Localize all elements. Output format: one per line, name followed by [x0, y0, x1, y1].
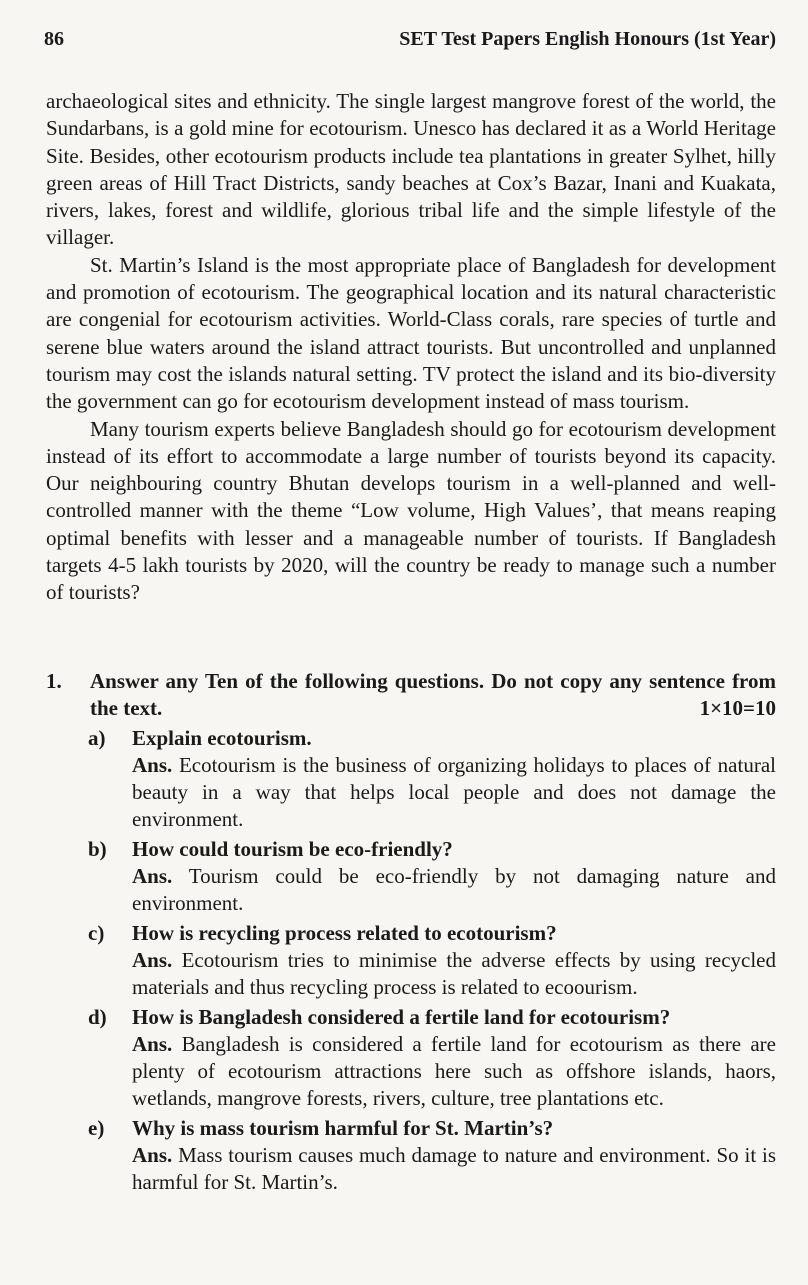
sub-question-heading: [88, 725, 776, 752]
question-instruction-wrap: [90, 668, 776, 723]
answer-text: Tourism could be eco-friendly by not damaging nature and environment.: [132, 864, 776, 916]
sub-question-label: c): [88, 920, 105, 945]
sub-question-text: How is Bangladesh considered a fertile land for ecotourism?: [132, 1004, 671, 1029]
answer-label: Ans.: [132, 752, 173, 777]
sub-question-label: e): [88, 1115, 105, 1140]
answer: [132, 863, 776, 918]
answer: [132, 1142, 776, 1197]
sub-question-heading: [88, 1115, 776, 1142]
sub-question-heading: [88, 920, 776, 947]
answer-text: Ecotourism is the business of organizing holidays to places of natural beauty in a way that helps local people and does not damage the environment.: [132, 752, 776, 832]
page-number: 86: [44, 28, 64, 50]
question-section: [46, 668, 776, 1197]
sub-question: [46, 1115, 776, 1197]
paragraph: Many tourism experts believe Bangladesh should go for ecotourism development instead of its effort to accommodate a large number of tourists beyond its capacity. Our neighbouring country Bhutan develops tourism in a well-planned and well-controlled manner with the theme “Low volume, High Values’, that means reaping optimal benefits with lesser and a manageable number of tourists. If Bangladesh targets 4-5 lakh tourists by 2020, will the country be ready to manage such a number of tourists?: [46, 416, 776, 605]
sub-question-label: d): [88, 1004, 107, 1029]
question-instruction: Answer any Ten of the following questions. Do not copy any sentence from the text.: [90, 669, 776, 721]
answer: [132, 1031, 776, 1113]
answer-label: Ans.: [132, 947, 173, 972]
sub-question: [46, 1004, 776, 1113]
sub-question-text: How could tourism be eco-friendly?: [132, 836, 453, 861]
answer-text: Mass tourism causes much damage to nature and environment. So it is harmful for St. Martin’s.: [132, 1143, 776, 1195]
answer-label: Ans.: [132, 1031, 173, 1056]
paragraph: St. Martin’s Island is the most appropriate place of Bangladesh for development and promotion of ecotourism. The geographical location and its natural characteristic are congenial for ecotourism activities. World-Class corals, rare species of turtle and serene blue waters around the island attract tourists. But uncontrolled and unplanned tourism may cost the islands natural setting. TV protect the island and its bio-diversity the government can go for ecotourism development instead of mass tourism.: [46, 252, 776, 414]
answer: [132, 752, 776, 834]
question-heading: [46, 668, 776, 723]
sub-question: [46, 836, 776, 918]
question-marks: 1×10=10: [699, 696, 776, 721]
answer-label: Ans.: [132, 1143, 173, 1168]
question-number: 1.: [46, 669, 62, 693]
sub-question-text: Explain ecotourism.: [132, 725, 312, 750]
answer-label: Ans.: [132, 864, 173, 889]
sub-question-label: b): [88, 836, 107, 861]
sub-question: [46, 725, 776, 834]
answer: [132, 947, 776, 1002]
page-header: [44, 28, 776, 51]
sub-question-heading: [88, 836, 776, 863]
passage: [46, 88, 776, 607]
answer-text: Ecotourism tries to minimise the adverse effects by using recycled materials and thus recycling process is related to ecoourism.: [132, 947, 776, 1000]
paragraph: archaeological sites and ethnicity. The single largest mangrove forest of the world, the Sundarbans, is a gold mine for ecotourism. Unesco has declared it as a World Heritage Site. Besides, other ecotourism products include tea plantations in greater Sylhet, hilly green areas of Hill Tract Districts, sandy beaches at Cox’s Bazar, Inani and Kuakata, rivers, lakes, forest and wildlife, glorious tribal life and the simple lifestyle of the villager.: [46, 89, 776, 250]
book-title: SET Test Papers English Honours (1st Year): [399, 28, 776, 50]
sub-question-heading: [88, 1004, 776, 1031]
sub-question-text: How is recycling process related to ecotourism?: [132, 920, 557, 945]
answer-text: Bangladesh is considered a fertile land for ecotourism as there are plenty of ecotourism attractions here such as offshore islands, haors, wetlands, mangrove forests, rivers, culture, tree plantations etc.: [132, 1031, 776, 1111]
sub-question: [46, 920, 776, 1002]
sub-question-label: a): [88, 725, 106, 750]
sub-question-text: Why is mass tourism harmful for St. Martin’s?: [132, 1115, 554, 1140]
